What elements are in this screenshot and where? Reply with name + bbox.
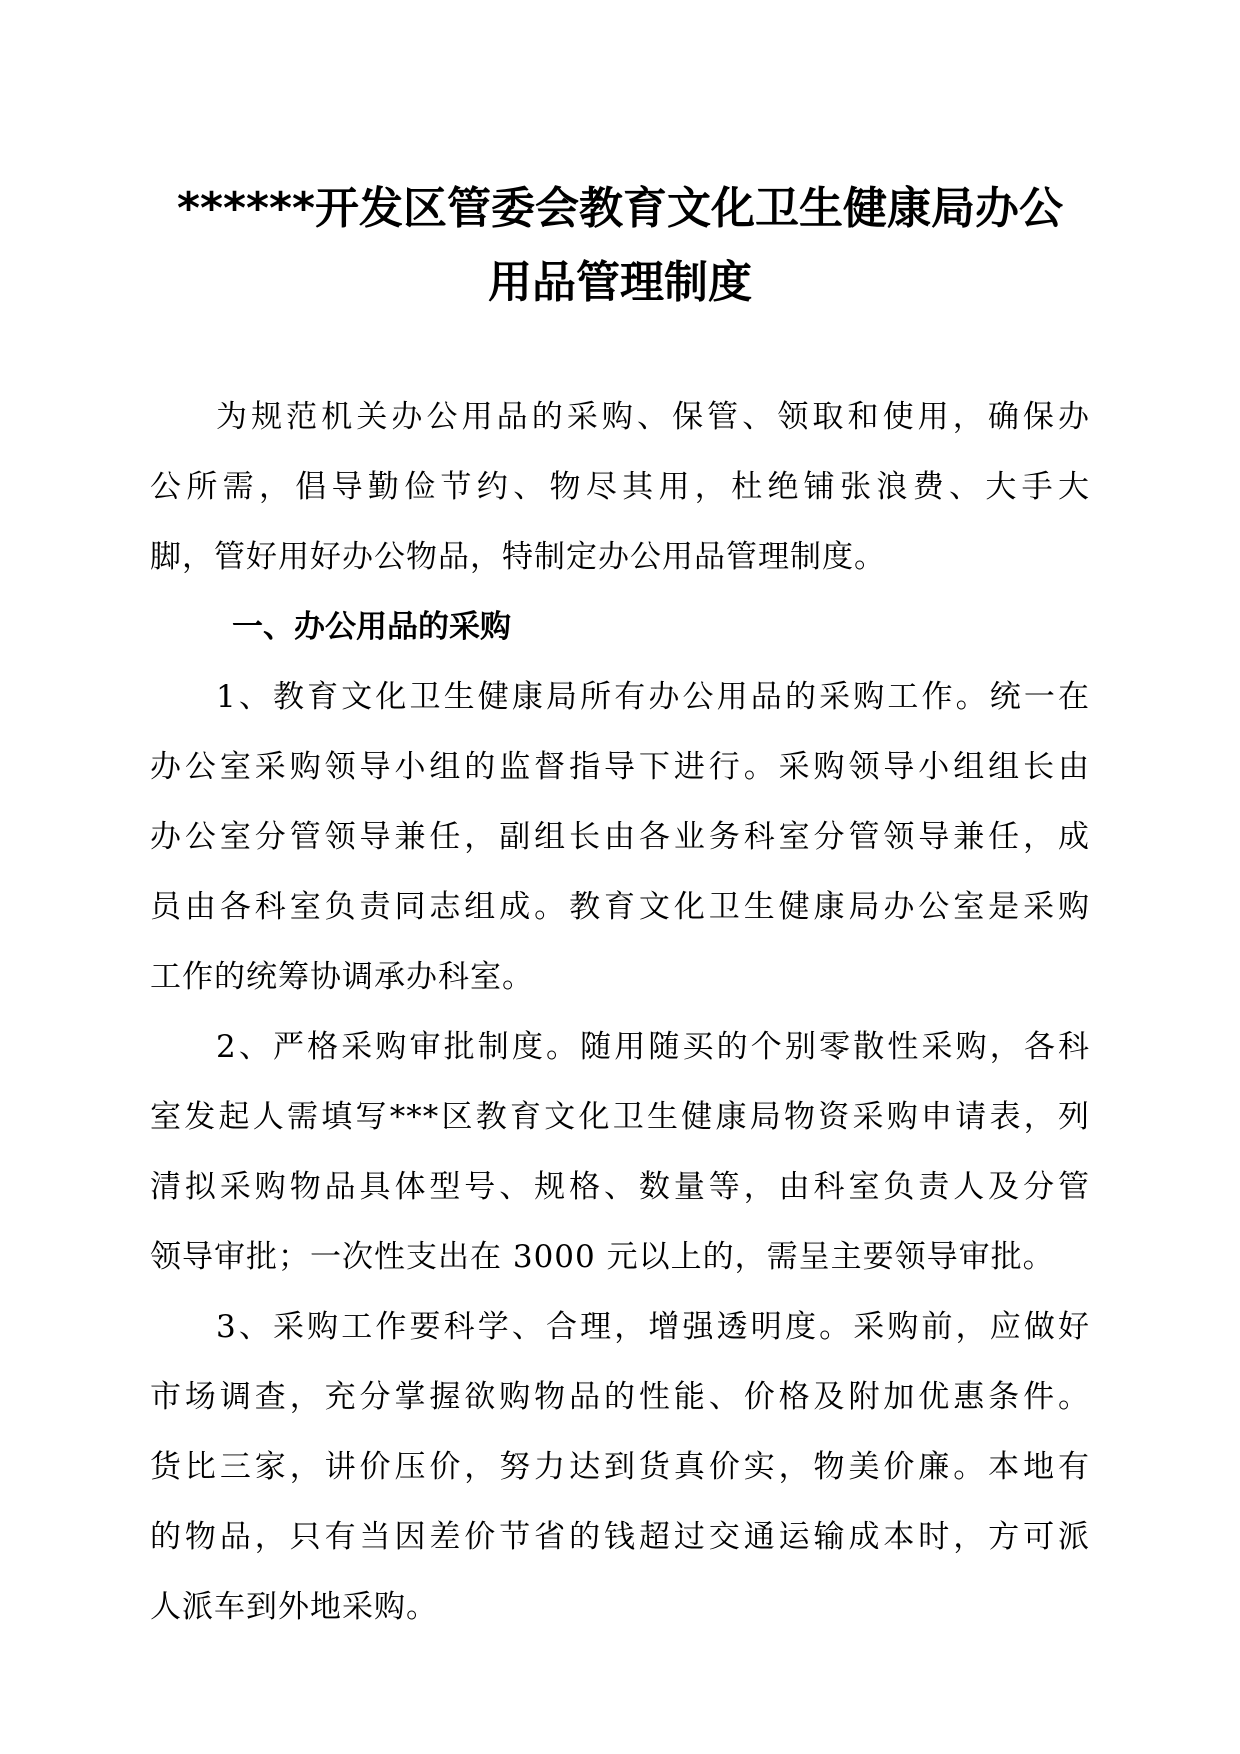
item-1-line-4: 员由各科室负责同志组成。教育文化卫生健康局办公室是采购 — [150, 889, 1090, 925]
item-2-paragraph — [150, 1012, 1090, 1292]
item-3-line-1: 3、采购工作要科学、合理，增强透明度。采购前，应做好 — [216, 1309, 1090, 1345]
item-3-line-3: 货比三家，讲价压价，努力达到货真价实，物美价廉。本地有 — [150, 1449, 1090, 1485]
item-3-line-5: 人派车到外地采购。 — [150, 1589, 438, 1625]
item-1-line-3: 办公室分管领导兼任，副组长由各业务科室分管领导兼任，成 — [150, 819, 1090, 855]
item-1-line-1: 1、教育文化卫生健康局所有办公用品的采购工作。统一在 — [216, 679, 1090, 715]
title-line-2: 用品管理制度 — [488, 257, 752, 308]
item-2-line-3: 清拟采购物品具体型号、规格、数量等，由科室负责人及分管 — [150, 1169, 1090, 1205]
item-1-paragraph — [150, 662, 1090, 1012]
item-3-line-4: 的物品，只有当因差价节省的钱超过交通运输成本时，方可派 — [150, 1519, 1090, 1555]
intro-line-2: 公所需，倡导勤俭节约、物尽其用，杜绝铺张浪费、大手大 — [150, 469, 1090, 505]
item-2-line-2: 室发起人需填写***区教育文化卫生健康局物资采购申请表，列 — [150, 1099, 1090, 1135]
intro-paragraph — [150, 382, 1090, 592]
intro-line-1: 为规范机关办公用品的采购、保管、领取和使用，确保办 — [216, 399, 1090, 435]
item-3-paragraph — [150, 1292, 1090, 1642]
section-heading: 一、办公用品的采购 — [232, 609, 511, 645]
title-line-1: ******开发区管委会教育文化卫生健康局办公 — [176, 183, 1064, 234]
item-1-line-2: 办公室采购领导小组的监督指导下进行。采购领导小组组长由 — [150, 749, 1090, 785]
intro-line-3: 脚，管好用好办公物品，特制定办公用品管理制度。 — [150, 539, 886, 575]
document-title — [150, 172, 1090, 320]
item-2-line-4: 领导审批；一次性支出在 3000 元以上的，需呈主要领导审批。 — [150, 1239, 1055, 1275]
item-1-line-5: 工作的统筹协调承办科室。 — [150, 959, 534, 995]
item-3-line-2: 市场调查，充分掌握欲购物品的性能、价格及附加优惠条件。 — [150, 1379, 1090, 1415]
item-2-line-1: 2、严格采购审批制度。随用随买的个别零散性采购，各科 — [216, 1029, 1090, 1065]
document-body — [150, 382, 1090, 1642]
